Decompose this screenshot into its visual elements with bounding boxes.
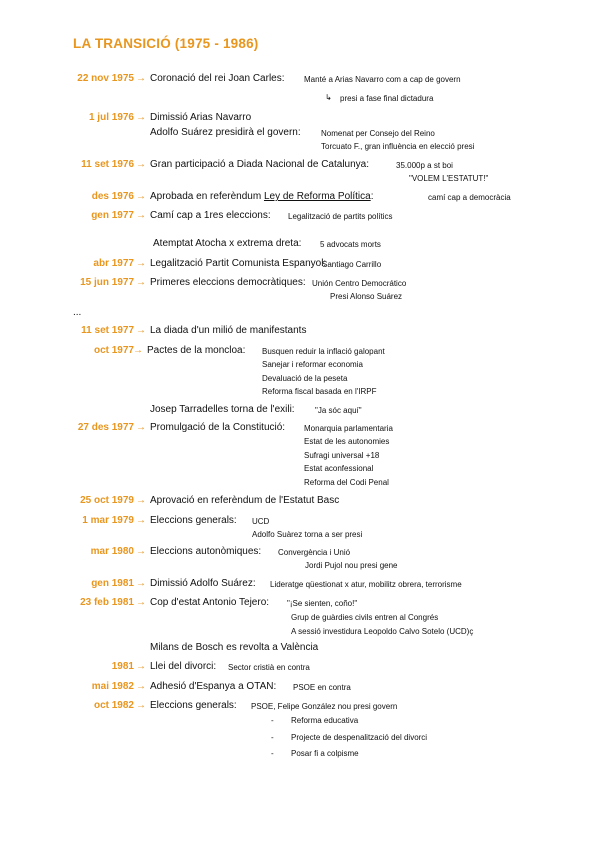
bullet-item: Projecte de despenalització del divorci	[291, 733, 428, 742]
entry-detail: Sanejar i reformar economia	[262, 360, 363, 369]
entry-event: Pactes de la moncloa:	[147, 345, 246, 356]
entry-event: Gran participació a Diada Nacional de Catalunya:	[150, 159, 370, 170]
entry-detail: Legalització de partits polítics	[288, 212, 393, 221]
entry-detail: "Ja sóc aquí"	[315, 406, 362, 415]
entry-detail: Presi Alonso Suárez	[330, 292, 403, 301]
entry-detail: Sector cristià en contra	[228, 663, 310, 672]
entry-event: Eleccions generals:	[150, 515, 237, 526]
entry-detail: Estat aconfessional	[304, 464, 374, 473]
arrow-icon: →	[136, 112, 146, 123]
entry-date: 25 oct 1979	[80, 495, 134, 506]
arrow-icon: →	[133, 345, 143, 356]
entry-event: Milans de Bosch es revolta a València	[150, 642, 319, 653]
entry-detail: "¡Se sienten, coño!"	[287, 599, 358, 608]
arrow-icon: →	[136, 515, 146, 526]
entry-date: 11 set 1976	[81, 159, 134, 170]
arrow-icon: →	[136, 422, 146, 433]
entry-date: gen 1977	[91, 210, 134, 221]
entry-detail: Unión Centro Democrático	[312, 279, 407, 288]
entry-event: Coronació del rei Joan Carles:	[150, 73, 285, 84]
entry-detail: Convergència i Unió	[278, 548, 351, 557]
arrow-icon: →	[136, 700, 146, 711]
entry-detail: Santiago Carrillo	[322, 260, 382, 269]
arrow-icon: →	[136, 258, 146, 269]
arrow-icon: →	[136, 681, 146, 692]
entry-date: 11 set 1977	[81, 325, 134, 336]
entry-event: Cop d'estat Antonio Tejero:	[150, 597, 270, 608]
arrow-icon: →	[136, 191, 146, 202]
bullet-item: Posar fi a colpisme	[291, 749, 359, 758]
entry-date: 1 jul 1976	[88, 112, 134, 123]
entry-detail: camí cap a democràcia	[428, 193, 511, 202]
bullet-icon: -	[271, 749, 274, 758]
entry-date: 27 des 1977	[77, 422, 134, 433]
entry-date: 1981	[111, 661, 134, 672]
entry-detail: Reforma fiscal basada en l'IRPF	[262, 387, 377, 396]
entry-event: Aprobada en referèndum Ley de Reforma Política:	[150, 191, 374, 202]
entry-event: Promulgació de la Constitució:	[150, 422, 286, 433]
entry-detail: A sessió investidura Leopoldo Calvo Sotelo (UCD)ç	[291, 627, 474, 636]
entry-detail: Lideratge qüestionat x atur, mobilitz obrera, terrorisme	[270, 580, 462, 589]
arrow-icon: →	[136, 210, 146, 221]
entry-date: 22 nov 1975	[77, 73, 134, 84]
arrow-icon: →	[136, 277, 146, 288]
arrow-icon: →	[136, 325, 146, 336]
entry-detail: PSOE en contra	[293, 683, 351, 692]
entry-event: Atemptat Atocha x extrema dreta:	[153, 238, 302, 249]
arrow-icon: →	[136, 495, 146, 506]
entry-detail: Estat de les autonomies	[304, 437, 390, 446]
entry-date: 1 mar 1979	[82, 515, 134, 526]
entry-date: 15 jun 1977	[80, 277, 134, 288]
entry-event: Llei del divorci:	[150, 661, 217, 672]
entry-date: mar 1980	[90, 546, 134, 557]
entry-date: oct 1982	[93, 700, 134, 711]
entry-event: La diada d'un milió de manifestants	[150, 325, 307, 336]
entry-event: Eleccions autonòmiques:	[150, 546, 262, 557]
entry-detail: Sufragi universal +18	[304, 451, 380, 460]
entry-detail: UCD	[252, 517, 270, 526]
law-link[interactable]: Ley de Reforma Política	[263, 191, 371, 202]
entry-detail: "VOLEM L'ESTATUT!"	[409, 174, 489, 183]
arrow-icon: →	[136, 546, 146, 557]
entry-event: Legalització Partit Comunista Espanyol:	[150, 258, 327, 269]
entry-subdetail: presi a fase final dictadura	[340, 94, 434, 103]
arrow-icon: →	[136, 661, 146, 672]
entry-event: Dimissió Adolfo Suárez:	[150, 578, 256, 589]
entry-detail: Nomenat per Consejo del Reino	[321, 129, 435, 138]
entry-event: Eleccions generals:	[150, 700, 237, 711]
entry-event: Aprovació en referèndum de l'Estatut Basc	[150, 495, 340, 506]
entry-date: 23 feb 1981	[80, 597, 134, 608]
entry-event: Dimissió Arias Navarro	[150, 112, 252, 123]
arrow-icon: →	[136, 73, 146, 84]
entry-detail: 5 advocats morts	[320, 240, 381, 249]
entry-date: gen 1981	[91, 578, 134, 589]
arrow-icon: →	[136, 159, 146, 170]
entry-event: Adolfo Suárez presidirà el govern:	[150, 127, 301, 138]
entry-detail: Grup de guàrdies civils entren al Congrés	[291, 613, 439, 622]
entry-detail: PSOE, Felipe González nou presi govern	[251, 702, 398, 711]
entry-detail: 35.000p a st boi	[396, 161, 453, 170]
ellipsis: ...	[73, 307, 82, 318]
entry-event: Camí cap a 1res eleccions:	[150, 210, 271, 221]
entry-detail: Adolfo Suàrez torna a ser presi	[252, 530, 363, 539]
entry-event: Adhesió d'Espanya a OTAN:	[150, 681, 277, 692]
entry-detail: Jordi Pujol nou presi gene	[305, 561, 398, 570]
entry-detail: Monarquia parlamentaria	[304, 424, 393, 433]
bullet-icon: -	[271, 716, 274, 725]
entry-detail: Reforma del Codi Penal	[304, 478, 389, 487]
page-title: LA TRANSICIÓ (1975 - 1986)	[73, 36, 259, 51]
entry-event: Primeres eleccions democràtiques:	[150, 277, 306, 288]
entry-detail: Torcuato F., gran influència en elecció presi	[321, 142, 475, 151]
entry-detail: Busquen reduir la inflació galopant	[262, 347, 385, 356]
sub-arrow-icon: ↳	[325, 93, 332, 102]
bullet-item: Reforma educativa	[291, 716, 359, 725]
entry-date: abr 1977	[93, 258, 134, 269]
entry-date: mai 1982	[91, 681, 134, 692]
entry-detail: Devaluació de la peseta	[262, 374, 348, 383]
entry-detail: Manté a Arias Navarro com a cap de govern	[304, 75, 461, 84]
entry-event: Josep Tarradelles torna de l'exili:	[150, 404, 295, 415]
entry-date: oct 1977	[93, 345, 134, 356]
arrow-icon: →	[136, 597, 146, 608]
bullet-icon: -	[271, 733, 274, 742]
arrow-icon: →	[136, 578, 146, 589]
entry-date: des 1976	[91, 191, 134, 202]
